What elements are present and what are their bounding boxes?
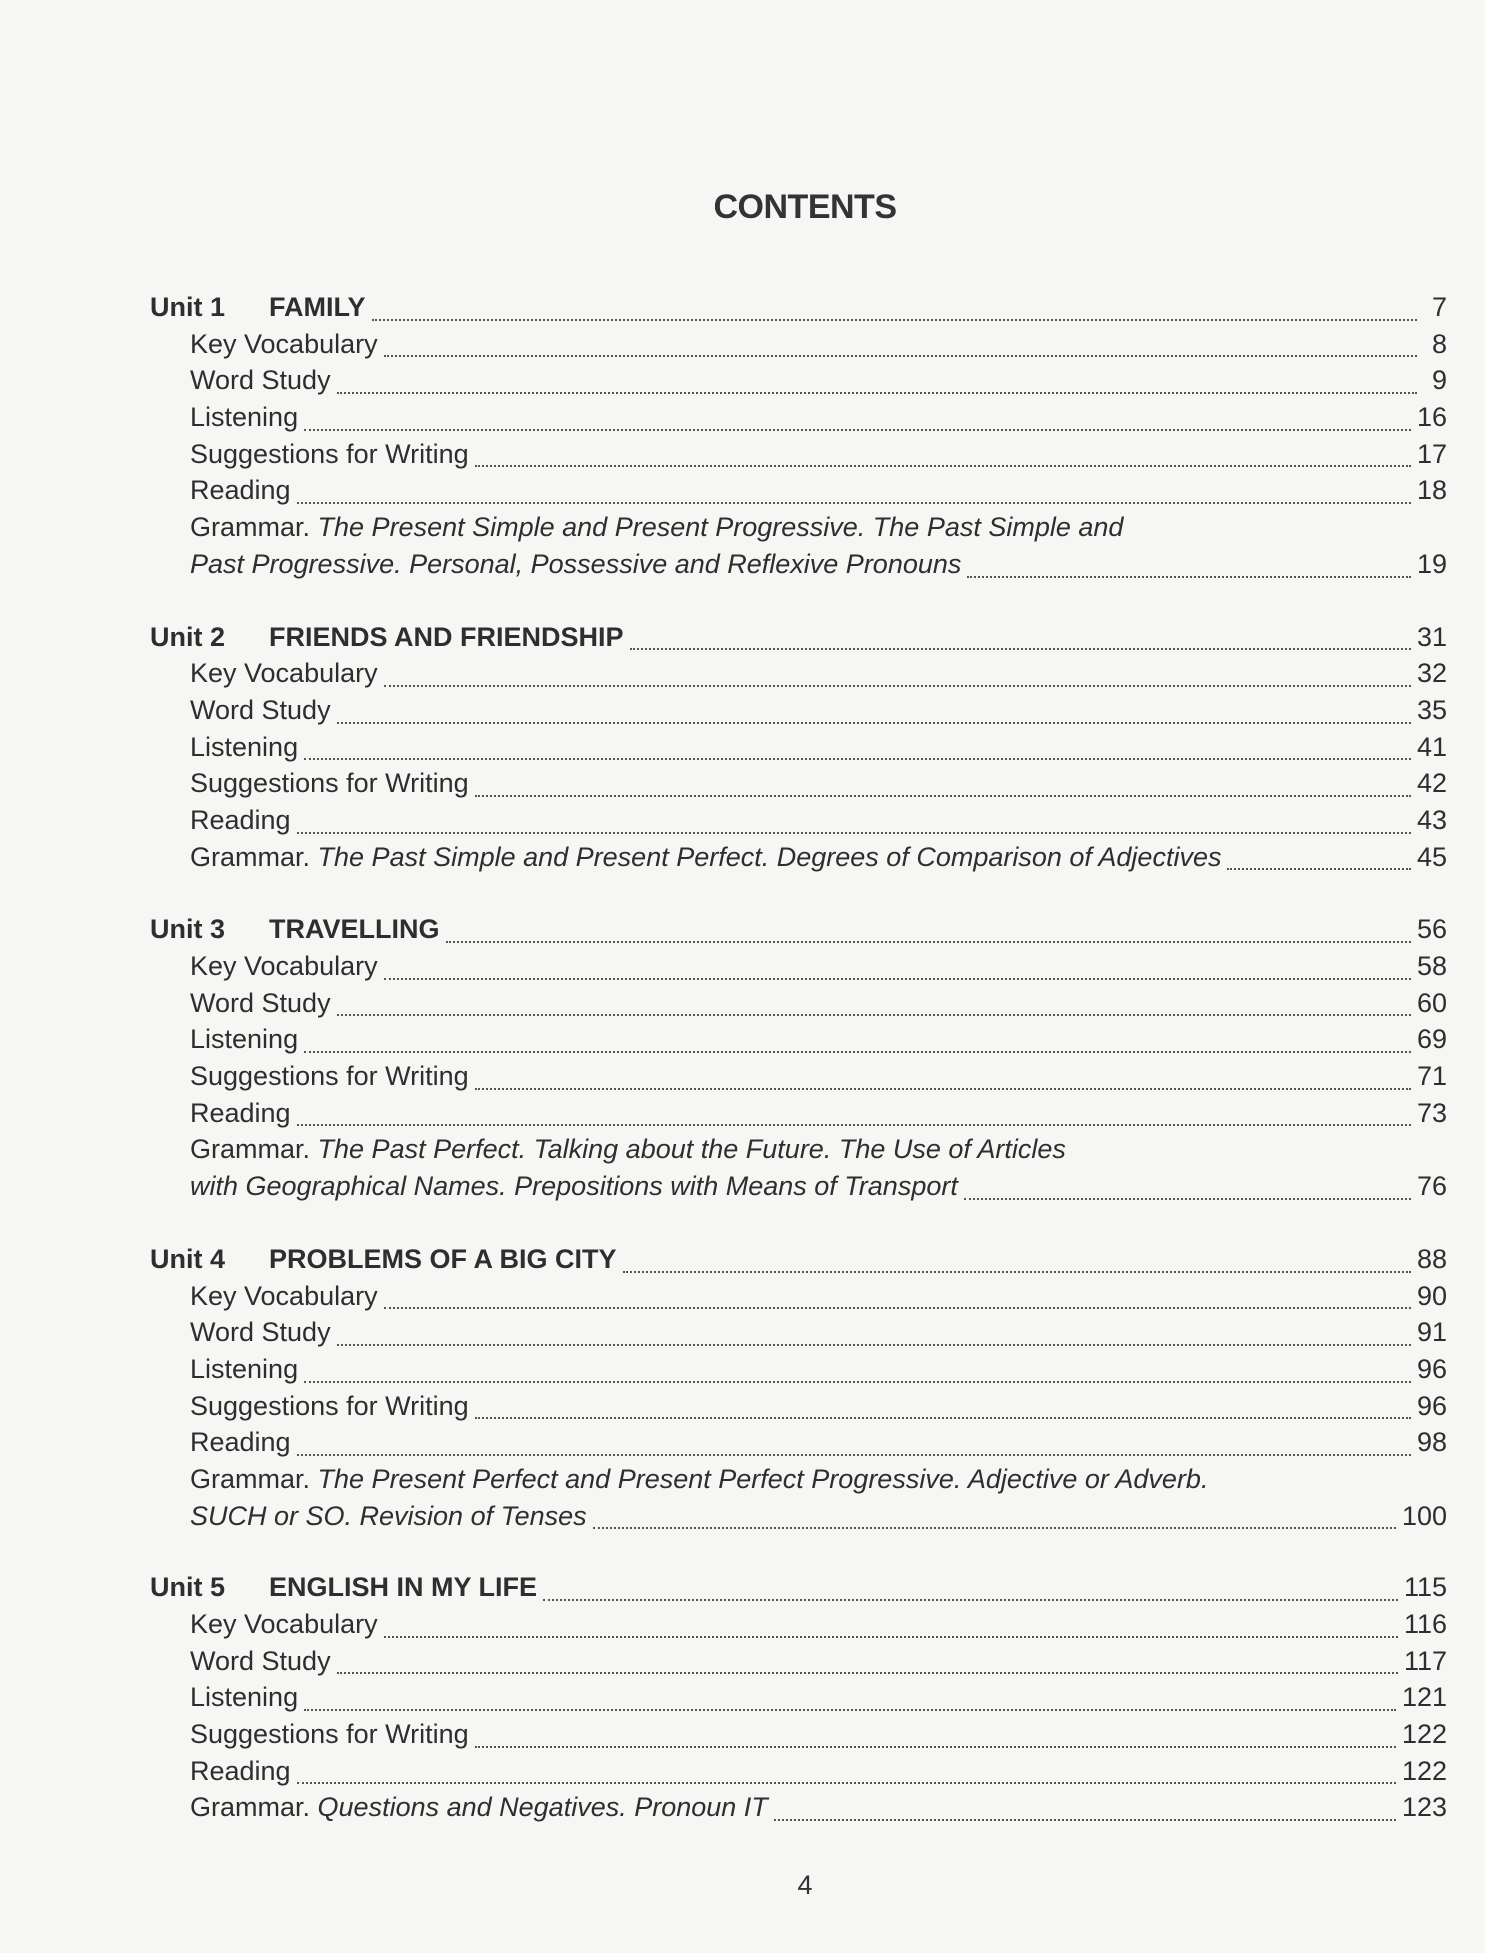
grammar-label: Grammar. [190, 841, 311, 872]
entry-label: Word Study [190, 694, 331, 725]
grammar-label: Grammar. [190, 1792, 311, 1823]
toc-grammar-line[interactable] [150, 1464, 1447, 1501]
dot-leader [384, 1307, 1411, 1309]
unit-number: Unit 5 [150, 1572, 226, 1603]
unit-title: FAMILY [269, 292, 366, 322]
unit-number: Unit 3 [150, 914, 226, 945]
dot-leader [372, 319, 1417, 321]
dot-leader [1227, 868, 1410, 870]
grammar-topics: The Past Simple and Present Perfect. Degrees of Comparison of Adjectives [317, 841, 1222, 872]
page-ref: 17 [1416, 438, 1447, 469]
entry-label: Key Vocabulary [190, 1280, 378, 1311]
entry-label: Suggestions for Writing [190, 768, 469, 799]
grammar-topics-cont: SUCH or SO. Revision of Tenses [190, 1500, 587, 1531]
dot-leader [384, 355, 1417, 357]
entry-label: Suggestions for Writing [190, 438, 469, 469]
dot-leader [475, 1417, 1411, 1419]
page-ref: 116 [1403, 1609, 1447, 1639]
page-ref: 123 [1401, 1792, 1447, 1823]
toc-entry[interactable] [150, 1719, 1447, 1756]
entry-label: Suggestions for Writing [190, 1390, 469, 1421]
page-ref: 60 [1416, 987, 1447, 1018]
toc-unit-heading[interactable] [150, 292, 1447, 329]
toc-grammar-line[interactable] [150, 1134, 1447, 1171]
dot-leader [964, 1198, 1411, 1200]
dot-leader [304, 758, 1411, 760]
entry-label: Key Vocabulary [190, 658, 378, 689]
toc-entry[interactable] [150, 1501, 1447, 1538]
unit-title: ENGLISH IN MY LIFE [269, 1572, 538, 1603]
dot-leader [623, 1271, 1411, 1273]
page-ref: 45 [1416, 841, 1447, 872]
toc-entry[interactable] [150, 1682, 1447, 1719]
toc-entry[interactable] [150, 1756, 1447, 1793]
dot-leader [337, 1014, 1411, 1016]
entry-label: Listening [190, 731, 299, 762]
toc-unit [150, 914, 1447, 1208]
toc-entry[interactable] [150, 842, 1447, 879]
grammar-label: Grammar. [190, 1134, 311, 1165]
grammar-topics-cont: with Geographical Names. Prepositions with Means of Transport [190, 1171, 958, 1202]
toc-entry[interactable] [150, 549, 1447, 586]
dot-leader [337, 392, 1417, 394]
entry-label: Word Study [190, 365, 331, 396]
toc-entry[interactable] [150, 988, 1447, 1025]
table-of-contents [150, 292, 1447, 1865]
page-number: 4 [797, 1870, 813, 1900]
entry-label: Reading [190, 804, 291, 835]
page-ref: 122 [1401, 1719, 1447, 1750]
toc-entry[interactable] [150, 658, 1447, 695]
entry-label: Key Vocabulary [190, 1609, 378, 1639]
page-ref: 8 [1431, 328, 1447, 359]
entry-label: Reading [190, 1097, 291, 1128]
dot-leader [593, 1527, 1396, 1529]
page-ref: 121 [1401, 1682, 1447, 1713]
entry-label: Listening [190, 1024, 299, 1055]
dot-leader [297, 832, 1411, 834]
dot-leader [543, 1599, 1398, 1601]
toc-entry[interactable] [150, 475, 1447, 512]
entry-label: Listening [190, 1682, 299, 1713]
page-ref: 43 [1416, 804, 1447, 835]
grammar-topics-cont: Past Progressive. Personal, Possessive and Reflexive Pronouns [190, 548, 962, 579]
dot-leader [337, 722, 1411, 724]
dot-leader [297, 502, 1411, 504]
toc-entry[interactable] [150, 1098, 1447, 1135]
toc-unit [150, 622, 1447, 879]
page-ref: 71 [1416, 1061, 1447, 1092]
unit-title: TRAVELLING [269, 914, 440, 945]
toc-entry[interactable] [150, 1024, 1447, 1061]
page-ref: 42 [1416, 768, 1447, 799]
entry-label: Listening [190, 402, 299, 433]
toc-entry[interactable] [150, 695, 1447, 732]
page-ref: 19 [1416, 548, 1447, 579]
dot-leader [297, 1782, 1396, 1784]
toc-entry[interactable] [150, 329, 1447, 366]
dot-leader [384, 1636, 1398, 1638]
toc-entry[interactable] [150, 1281, 1447, 1318]
entry-label: Word Study [190, 1645, 331, 1676]
dot-leader [475, 465, 1411, 467]
dot-leader [630, 648, 1411, 650]
page-ref: 41 [1416, 731, 1447, 762]
entry-label: Suggestions for Writing [190, 1719, 469, 1750]
dot-leader [304, 429, 1411, 431]
toc-entry[interactable] [150, 1792, 1447, 1829]
page-ref: 115 [1403, 1572, 1447, 1603]
page-ref: 58 [1416, 951, 1447, 981]
page-ref: 9 [1431, 365, 1447, 396]
page-ref: 96 [1416, 1390, 1447, 1421]
toc-entry[interactable] [150, 1171, 1447, 1208]
dot-leader [774, 1819, 1396, 1821]
unit-title: PROBLEMS OF A BIG CITY [269, 1243, 617, 1274]
dot-leader [967, 576, 1411, 578]
page-ref: 16 [1416, 402, 1447, 433]
dot-leader [446, 941, 1411, 943]
page-ref: 31 [1416, 621, 1447, 652]
page-ref: 69 [1416, 1024, 1447, 1055]
unit-number: Unit 4 [150, 1243, 226, 1274]
page-ref: 18 [1416, 475, 1447, 506]
toc-entry[interactable] [150, 1646, 1447, 1683]
page-ref: 90 [1416, 1280, 1447, 1311]
toc-entry[interactable] [150, 805, 1447, 842]
entry-label: Listening [190, 1353, 299, 1384]
entry-label: Key Vocabulary [190, 951, 378, 981]
grammar-label: Grammar. [190, 1463, 311, 1494]
dot-leader [304, 1381, 1411, 1383]
dot-leader [337, 1344, 1411, 1346]
dot-leader [475, 1746, 1396, 1748]
page-ref: 96 [1416, 1353, 1447, 1384]
toc-entry[interactable] [150, 732, 1447, 769]
page-ref: 56 [1416, 914, 1447, 945]
page-ref: 91 [1416, 1317, 1447, 1348]
page-ref: 73 [1416, 1097, 1447, 1128]
toc-entry[interactable] [150, 768, 1447, 805]
page-ref: 35 [1416, 694, 1447, 725]
dot-leader [297, 1124, 1411, 1126]
toc-entry[interactable] [150, 951, 1447, 988]
toc-entry[interactable] [150, 1354, 1447, 1391]
entry-label: Suggestions for Writing [190, 1061, 469, 1092]
page-title: CONTENTS [713, 188, 897, 226]
unit-title: FRIENDS AND FRIENDSHIP [269, 621, 624, 652]
toc-unit-heading[interactable] [150, 622, 1447, 659]
entry-label: Key Vocabulary [190, 328, 378, 359]
dot-leader [337, 1672, 1398, 1674]
dot-leader [475, 1088, 1411, 1090]
grammar-topics: The Present Simple and Present Progressive. The Past Simple and [317, 512, 1124, 543]
toc-unit [150, 1244, 1447, 1538]
toc-entry[interactable] [150, 1427, 1447, 1464]
page-ref: 88 [1416, 1243, 1447, 1274]
unit-number: Unit 1 [150, 292, 226, 322]
page-ref: 98 [1416, 1427, 1447, 1458]
grammar-label: Grammar. [190, 512, 311, 543]
toc-entry[interactable] [150, 1391, 1447, 1428]
toc-entry[interactable] [150, 1609, 1447, 1646]
toc-entry[interactable] [150, 365, 1447, 402]
entry-label: Word Study [190, 1317, 331, 1348]
grammar-topics: The Present Perfect and Present Perfect Progressive. Adjective or Adverb. [317, 1463, 1209, 1494]
toc-unit-heading[interactable] [150, 1244, 1447, 1281]
page-ref: 117 [1403, 1645, 1447, 1676]
dot-leader [475, 795, 1411, 797]
dot-leader [297, 1454, 1411, 1456]
page-ref: 76 [1416, 1171, 1447, 1202]
entry-label: Reading [190, 1427, 291, 1458]
toc-entry[interactable] [150, 402, 1447, 439]
toc-entry[interactable] [150, 1317, 1447, 1354]
entry-label: Reading [190, 1755, 291, 1786]
dot-leader [304, 1051, 1411, 1053]
entry-label: Word Study [190, 987, 331, 1018]
page-ref: 32 [1416, 658, 1447, 689]
toc-unit-heading[interactable] [150, 914, 1447, 951]
grammar-topics: The Past Perfect. Talking about the Future. The Use of Articles [317, 1134, 1066, 1165]
toc-unit-heading[interactable] [150, 1572, 1447, 1609]
dot-leader [384, 685, 1411, 687]
dot-leader [304, 1709, 1396, 1711]
toc-grammar-line[interactable] [150, 512, 1447, 549]
unit-number: Unit 2 [150, 621, 226, 652]
toc-entry[interactable] [150, 1061, 1447, 1098]
page-ref: 7 [1431, 292, 1447, 322]
page-ref: 100 [1401, 1500, 1447, 1531]
dot-leader [384, 978, 1411, 980]
toc-entry[interactable] [150, 439, 1447, 476]
page-ref: 122 [1401, 1755, 1447, 1786]
entry-label: Reading [190, 475, 291, 506]
toc-unit [150, 1572, 1447, 1829]
grammar-topics: Questions and Negatives. Pronoun IT [317, 1792, 768, 1823]
toc-unit [150, 292, 1447, 586]
